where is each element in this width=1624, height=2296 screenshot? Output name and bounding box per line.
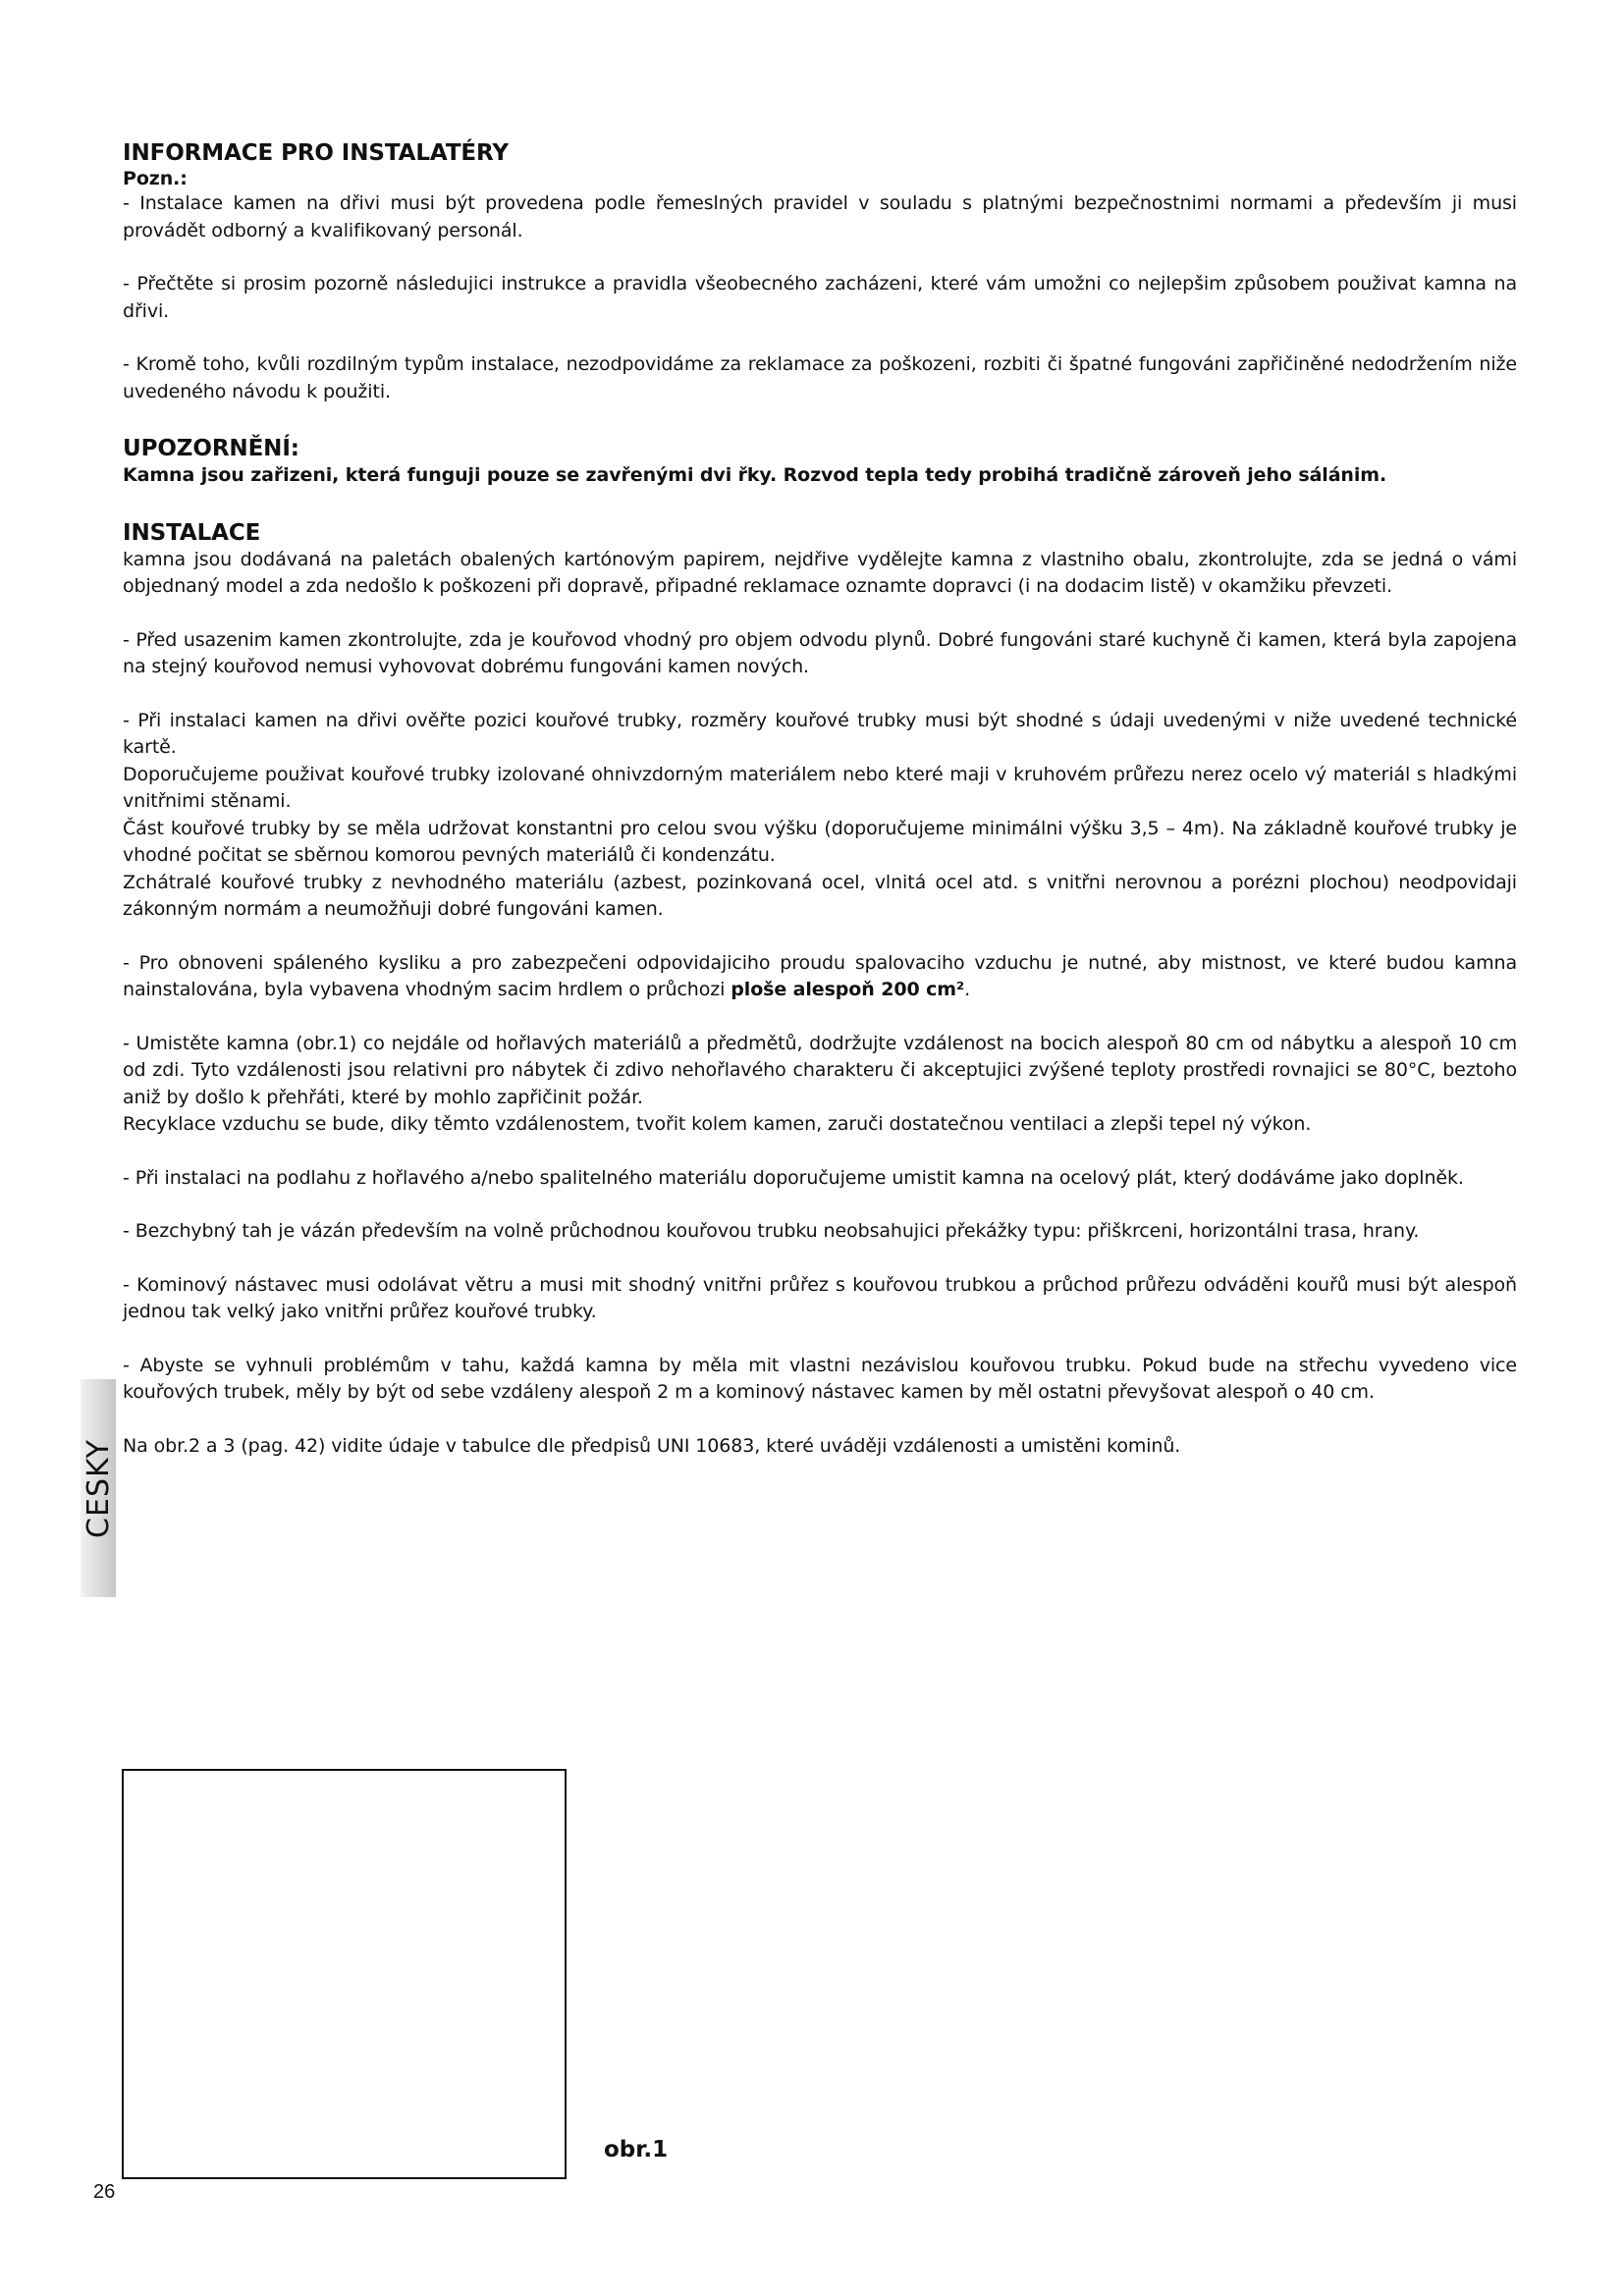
installation-paragraph-7: - Bezchybný tah je vázán především na volně průchodnou kouřovou trubku neobsahujici překážky typu: přiškrceni, horizontálni trasa, hrany. — [123, 1220, 1420, 1242]
installation-paragraph-1: kamna jsou dodávaná na paletách obalených kartónovým papirem, nejdřive vydělejte kamna z vlastniho obalu, zkontrolujte, zda se jedná o vámi objednaný model a zda nedošlo k poškozeni při dopravě, připadné reklamace oznamte dopravci (i na dodacim listě) v okamžiku převzeti. — [123, 548, 1517, 597]
page-number: 26 — [93, 2181, 116, 2203]
installation-paragraph-2: - Před usazenim kamen zkontrolujte, zda je kouřovod vhodný pro objem odvodu plynů. Dobré fungováni staré kuchyně či kamen, která byla zapojena na stejný kouřovod nemusi vyhovovat dobrému fungováni kamen nových. — [123, 628, 1517, 677]
installation-paragraph-6: - Při instalaci na podlahu z hořlavého a/nebo spalitelného materiálu doporučujeme umistit kamna na ocelový plát, který dodáváme jako doplněk. — [123, 1166, 1464, 1189]
section-title-installers: INFORMACE PRO INSTALATÉRY — [123, 140, 509, 166]
figure-caption: obr.1 — [604, 2137, 669, 2163]
language-label: CESKY — [81, 1438, 116, 1538]
intro-paragraph-3: - Kromě toho, kvůli rozdilným typům instalace, nezodpovidáme za reklamace za poškozeni, rozbiti či špatné fungováni zapřičiněné nedodržením niže uvedeného návodu k použiti. — [123, 353, 1517, 402]
installation-paragraph-5a: - Umistěte kamna (obr.1) co nejdále od hořlavých materiálů a předmětů, dodržujte vzdálenost na bocich alespoň 80 cm od nábytku a alespoň 10 cm od zdi. Tyto vzdálenosti jsou relativni pro nábytek či zdivo nehořlavého charakteru či akceptujici zvýšené teploty prostředi rovnajici se 80°C, beztoho aniž by došlo k přehřáti, které by mohlo zapřičinit požár. — [123, 1032, 1517, 1108]
installation-paragraph-4 — [123, 950, 1517, 1004]
warning-title: UPOZORNĚNÍ: — [123, 436, 299, 461]
intro-paragraph-2: - Přečtěte si prosim pozorně následujici instrukce a pravidla všeobecného zacházeni, které vám umožni co nejlepšim způsobem použivat kamna na dřivi. — [123, 273, 1517, 322]
intro-paragraph-1: - Instalace kamen na dřivi musi být provedena podle řemeslných pravidel v souladu s platnými bezpečnostnimi normami a především ji musi provádět odborný a kvalifikovaný personál. — [123, 192, 1517, 241]
installation-paragraph-3d: Zchátralé kouřové trubky z nevhodného materiálu (azbest, pozinkovaná ocel, vlnitá ocel atd. s vnitřni nerovnou a porézni plochou) neodpovidaji zákonným normám a neumožňuji dobré fungováni kamen. — [123, 871, 1517, 920]
installation-paragraph-10: Na obr.2 a 3 (pag. 42) vidite údaje v tabulce dle předpisů UNI 10683, které uváději vzdálenosti a umistěni kominů. — [123, 1434, 1181, 1457]
note-label: Pozn.: — [123, 168, 188, 189]
installation-paragraph-8: - Kominový nástavec musi odolávat větru a musi mit shodný vnitřni průřez s kouřovou trubkou a průchod průřezu odváděni kouřů musi být alespoň jednou tak velký jako vnitřni průřez kouřové trubky. — [123, 1273, 1517, 1322]
installation-paragraph-5b: Recyklace vzduchu se bude, diky těmto vzdálenostem, tvořit kolem kamen, zaruči dostatečnou ventilaci a zlepši tepel ný výkon. — [123, 1113, 1312, 1135]
paragraph-4-bold: ploše alespoň 200 cm² — [731, 979, 965, 1000]
language-side-tab — [81, 1379, 116, 1597]
installation-paragraph-3a: - Při instalaci kamen na dřivi ověřte pozici kouřové trubky, rozměry kouřové trubky musi být shodné s údaji uvedenými v niže uvedené technické kartě. — [123, 709, 1517, 758]
paragraph-4-end: . — [964, 979, 971, 1000]
installation-paragraph-3c: Část kouřové trubky by se měla udržovat konstantni pro celou svou výšku (doporučujeme minimálni výšku 3,5 – 4m). Na základně kouřové trubky je vhodné počitat se sběrnou komorou pevných materiálů či kondenzátu. — [123, 817, 1517, 866]
warning-text: Kamna jsou zařizeni, která funguji pouze se zavřenými dvi řky. Rozvod tepla tedy probihá tradičně zároveň jeho sálánim. — [123, 464, 1387, 486]
figure-placeholder — [122, 1769, 567, 2179]
installation-title: INSTALACE — [123, 519, 261, 546]
paragraph-4-text: - Pro obnoveni spáleného kysliku a pro zabezpečeni odpovidajiciho proudu spalovaciho vzduchu je nutné, aby mistnost, ve které budou kamna nainstalována, byla vybavena vhodným sacim hrdlem o průchozi — [123, 951, 1517, 1000]
document-body — [123, 139, 1517, 1460]
installation-paragraph-3b: Doporučujeme použivat kouřové trubky izolované ohnivzdorným materiálem nebo které maji v kruhovém průřezu nerez ocelo vý materiál s hladkými vnitřnimi stěnami. — [123, 763, 1517, 812]
installation-paragraph-9: - Abyste se vyhnuli problémům v tahu, každá kamna by měla mit vlastni nezávislou kouřovou trubku. Pokud bude na střechu vyvedeno vice kouřových trubek, měly by být od sebe vzdáleny alespoň 2 m a kominový nástavec kamen by měl ostatni převyšovat alespoň o 40 cm. — [123, 1354, 1517, 1403]
